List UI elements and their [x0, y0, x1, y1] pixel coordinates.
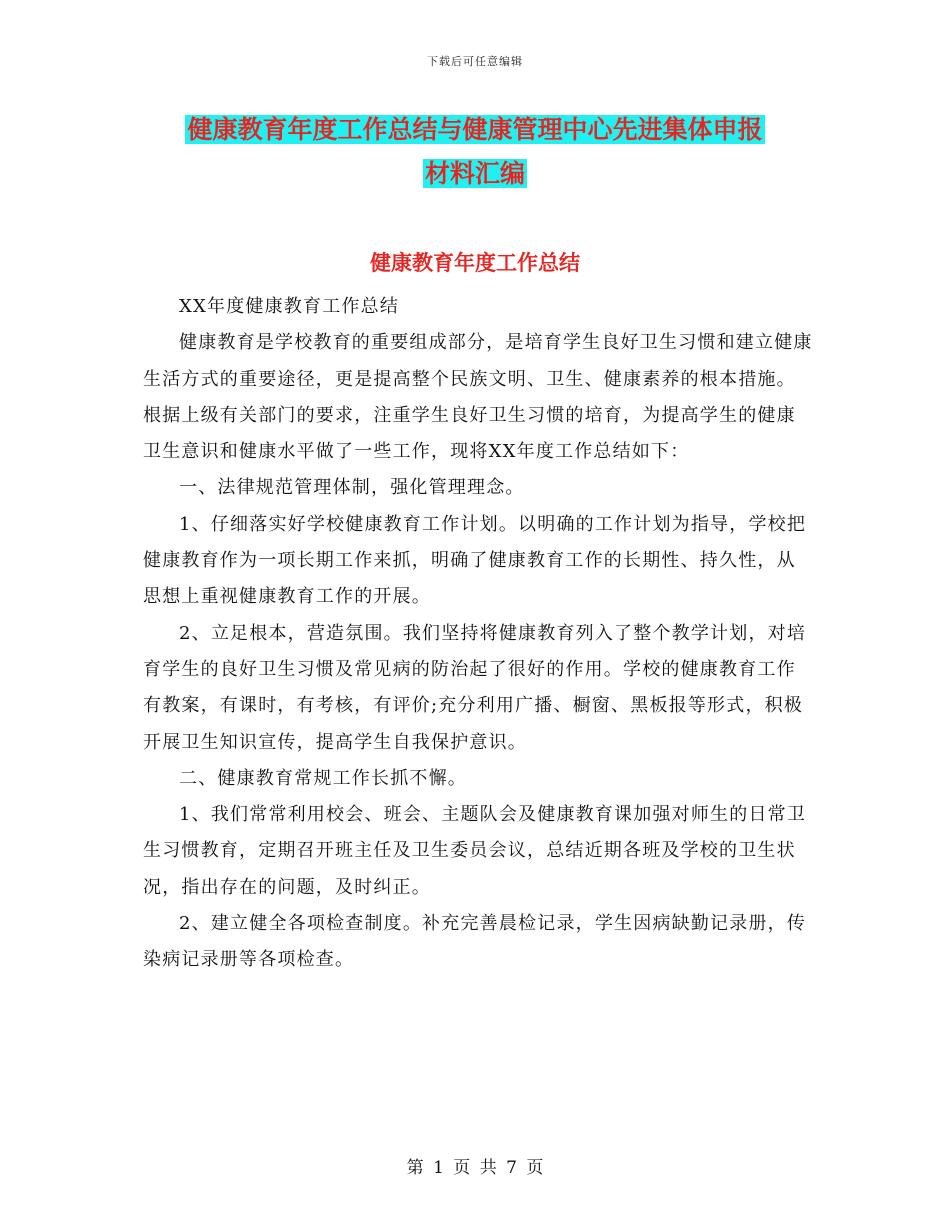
paragraph: 2、立足根本，营造氛围。我们坚持将健康教育列入了整个教学计划，对培育学生的良好卫生习惯及常见病的防治起了很好的作用。学校的健康教育工作有教案，有课时，有考核，有评价;充分利用广播、橱窗、黑板报等形式，积极开展卫生知识宣传，提高学生自我保护意识。: [143, 622, 807, 753]
paragraph: 1、我们常常利用校会、班会、主题队会及健康教育课加强对师生的日常卫生习惯教育，定期召开班主任及卫生委员会议，总结近期各班及学校的卫生状况，指出存在的问题，及时纠正。: [143, 804, 807, 898]
paragraph: 1、仔细落实好学校健康教育工作计划。以明确的工作计划为指导，学校把健康教育作为一项长期工作来抓，明确了健康教育工作的长期性、持久性，从思想上重视健康教育工作的开展。: [143, 513, 807, 608]
document-title-text-2: 材料汇编: [424, 159, 525, 188]
section-title: 健康教育年度工作总结: [370, 251, 580, 275]
paragraph-heading: 二、健康教育常规工作长抓不懈。: [179, 767, 467, 789]
document-title-text-1: 健康教育年度工作总结与健康管理中心先进集体申报: [187, 115, 763, 144]
document-title-line-2: [0, 155, 950, 193]
paragraph-heading: 一、法律规范管理体制，强化管理理念。: [179, 477, 525, 499]
document-title-line-1: [0, 111, 950, 149]
document-body: [143, 289, 813, 979]
paragraph-subtitle: XX年度健康教育工作总结: [179, 296, 400, 317]
paragraph: 健康教育是学校教育的重要组成部分，是培育学生良好卫生习惯和建立健康生活方式的重要途径，更是提高整个民族文明、卫生、健康素养的根本措施。根据上级有关部门的要求，注重学生良好卫生习惯的培育，为提高学生的健康卫生意识和健康水平做了一些工作，现将XX年度工作总结如下：: [143, 332, 813, 463]
paragraph: 2、建立健全各项检查制度。补充完善晨检记录，学生因病缺勤记录册，传染病记录册等各项检查。: [143, 913, 807, 971]
page-number-footer: 第 1 页 共 7 页: [406, 1158, 544, 1178]
page-header-note: 下载后可任意编辑: [427, 55, 523, 68]
